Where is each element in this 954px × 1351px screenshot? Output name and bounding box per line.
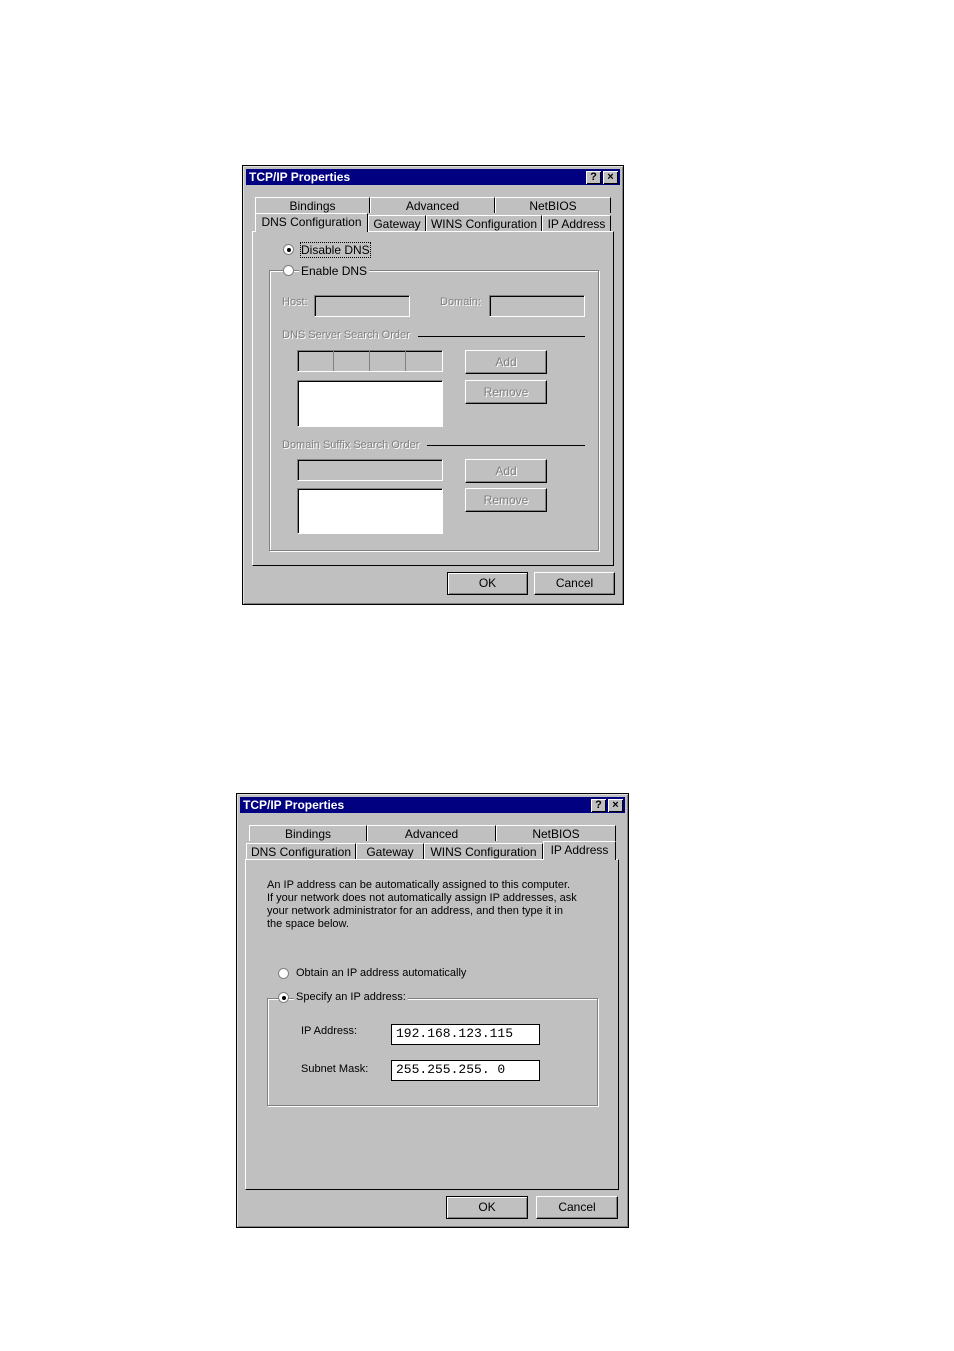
tab-wins-configuration[interactable]: WINS Configuration [424,843,543,859]
tab-gateway[interactable]: Gateway [356,843,424,859]
tab-dns-configuration[interactable]: DNS Configuration [255,213,368,232]
obtain-ip-radio[interactable] [278,968,289,979]
ip-description [267,879,577,931]
cancel-button[interactable]: Cancel [534,572,615,595]
ok-button[interactable]: OK [447,572,528,595]
obtain-ip-label[interactable]: Obtain an IP address automatically [296,967,467,979]
cancel-button[interactable]: Cancel [536,1196,618,1219]
disable-dns-label[interactable]: Disable DNS [301,243,370,257]
dns-remove-button[interactable]: Remove [465,380,547,404]
description-line: If your network does not automatically assign IP addresses, ask [267,892,577,904]
tab-ip-address[interactable]: IP Address [543,841,616,860]
suffix-add-button[interactable]: Add [465,459,547,483]
specify-ip-radio[interactable] [278,992,289,1003]
dns-dialog [242,165,624,605]
dialog-title: TCP/IP Properties [243,798,345,812]
tab-advanced[interactable]: Advanced [367,825,496,841]
dns-add-button[interactable]: Add [465,350,547,374]
tab-wins-configuration[interactable]: WINS Configuration [426,215,542,231]
help-button[interactable]: ? [591,799,606,812]
help-button[interactable]: ? [586,171,601,184]
host-input[interactable] [314,295,410,317]
tab-netbios[interactable]: NetBIOS [495,197,611,213]
dns-search-order-label: DNS Server Search Order [282,329,410,341]
domain-input[interactable] [489,295,585,317]
dialog-title: TCP/IP Properties [249,170,351,184]
dns-search-order-divider [418,336,585,337]
suffix-remove-button[interactable]: Remove [465,488,547,512]
description-line: your network administrator for an address, and then type it in [267,905,563,917]
dialog-titlebar[interactable] [246,169,620,185]
description-line: the space below. [267,918,349,930]
domain-suffix-label: Domain Suffix Search Order [282,439,420,451]
ip-separator [333,351,334,371]
domain-suffix-divider [427,445,585,446]
subnet-mask-input[interactable]: 255.255.255. 0 [391,1060,540,1081]
dns-tab-panel [252,231,614,566]
dns-server-ip-input[interactable] [297,350,443,372]
ok-button[interactable]: OK [446,1196,528,1219]
ip-separator [405,351,406,371]
close-icon[interactable]: × [603,171,618,184]
tab-advanced[interactable]: Advanced [370,197,495,213]
domain-suffix-input[interactable] [297,459,443,481]
ip-address-label: IP Address: [301,1025,358,1037]
tab-netbios[interactable]: NetBIOS [496,825,616,841]
specify-ip-group [267,998,598,1106]
ip-address-input[interactable]: 192.168.123.115 [391,1024,540,1045]
domain-label: Domain: [440,296,481,308]
enable-dns-radio[interactable] [283,265,294,276]
tab-ip-address[interactable]: IP Address [542,215,611,231]
tab-bindings[interactable]: Bindings [249,825,367,841]
description-line: An IP address can be automatically assigned to this computer. [267,879,571,891]
subnet-mask-label: Subnet Mask: [301,1063,369,1075]
dns-server-list[interactable] [297,380,443,427]
close-icon[interactable]: × [608,799,623,812]
host-label: Host: [282,296,308,308]
enable-dns-label[interactable]: Enable DNS [301,264,368,278]
dialog-titlebar[interactable] [240,797,625,813]
tab-dns-configuration[interactable]: DNS Configuration [246,843,356,859]
domain-suffix-list[interactable] [297,488,443,534]
ip-tab-panel [245,859,619,1190]
specify-ip-label[interactable]: Specify an IP address: [296,991,406,1003]
ip-address-dialog [236,793,629,1228]
tab-gateway[interactable]: Gateway [368,215,426,231]
ip-separator [369,351,370,371]
disable-dns-radio[interactable] [283,244,294,255]
tab-bindings[interactable]: Bindings [255,197,370,213]
